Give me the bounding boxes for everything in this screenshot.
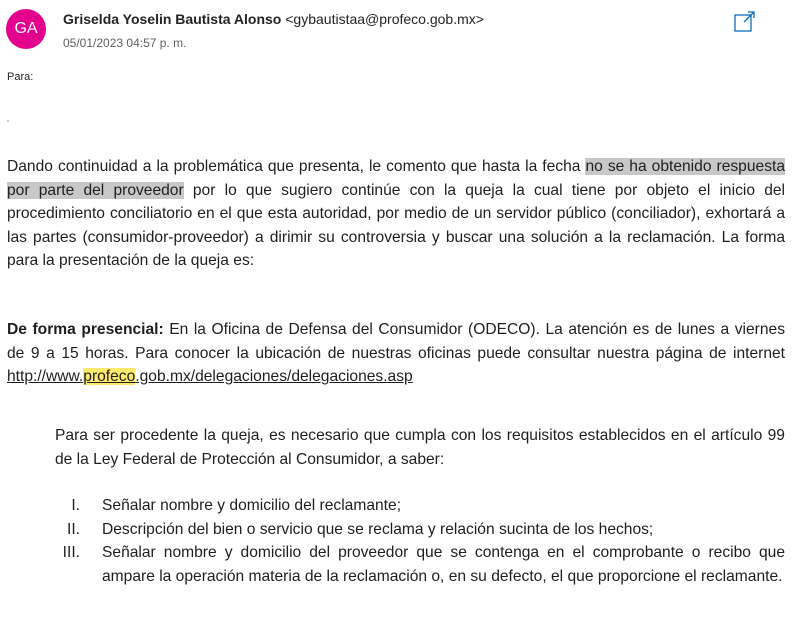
list-item <box>55 494 785 518</box>
intro-text-a: Dando continuidad a la problemática que presenta, le comento que hasta la fecha <box>7 158 586 175</box>
list-item-number: II. <box>67 520 80 538</box>
link-part-a[interactable]: http://www. <box>7 368 84 385</box>
paragraph-requisitos: Para ser procedente la queja, es necesario que cumpla con los requisitos establecidos en el artículo 99 de la Ley Federal de Protección al Consumidor, a saber: <box>55 427 785 468</box>
separator-dot <box>7 120 9 122</box>
presencial-text: En la Oficina de Defensa del Consumidor (ODECO). La atención es de lunes a viernes de 9 a 15 horas. Para conocer la ubicación de nuestras oficinas puede consultar nuestra página de internet <box>7 321 785 362</box>
popout-icon[interactable] <box>734 10 756 32</box>
intro-highlight: no se ha obtenido respuesta por parte del proveedor <box>7 158 785 199</box>
presencial-heading: De forma presencial: <box>7 321 164 338</box>
sender-avatar[interactable]: GA <box>6 9 46 49</box>
sender-email[interactable]: <gybautistaa@profeco.gob.mx> <box>285 11 484 27</box>
paragraph-presencial <box>7 318 785 389</box>
paragraph-intro <box>7 155 785 273</box>
requirements-list <box>55 494 785 588</box>
list-item-text: Señalar nombre y domicilio del reclamante; <box>102 497 402 514</box>
list-item-number: III. <box>62 544 80 561</box>
list-item <box>55 518 785 542</box>
delegaciones-link[interactable] <box>7 368 413 385</box>
sender-line <box>63 11 484 27</box>
list-item-number: I. <box>71 497 80 514</box>
link-part-b[interactable]: .gob.mx/delegaciones/delegaciones.asp <box>135 368 413 385</box>
to-label: Para: <box>7 71 34 83</box>
message-date: 05/01/2023 04:57 p. m. <box>63 36 187 50</box>
list-item-text: Descripción del bien o servicio que se reclama y relación sucinta de los hechos; <box>102 520 654 538</box>
link-highlight[interactable]: profeco <box>83 368 136 385</box>
list-item <box>55 541 785 588</box>
list-item-text: Señalar nombre y domicilio del proveedor que se contenga en el comprobante o recibo que ampare la operación materia de la reclamación o, en su defecto, el que proporcione el reclamante. <box>102 544 785 585</box>
intro-text-b: por lo que sugiero continúe con la queja la cual tiene por objeto el inicio del procedimiento conciliatorio en el que esta autoridad, por medio de un servidor público (conciliador), exhortará a las partes (consumidor-proveedor) a dirimir su controversia y buscar una solución a la reclamación. La forma para la presentación de la queja es: <box>7 181 786 269</box>
sender-name[interactable]: Griselda Yoselin Bautista Alonso <box>63 11 282 27</box>
